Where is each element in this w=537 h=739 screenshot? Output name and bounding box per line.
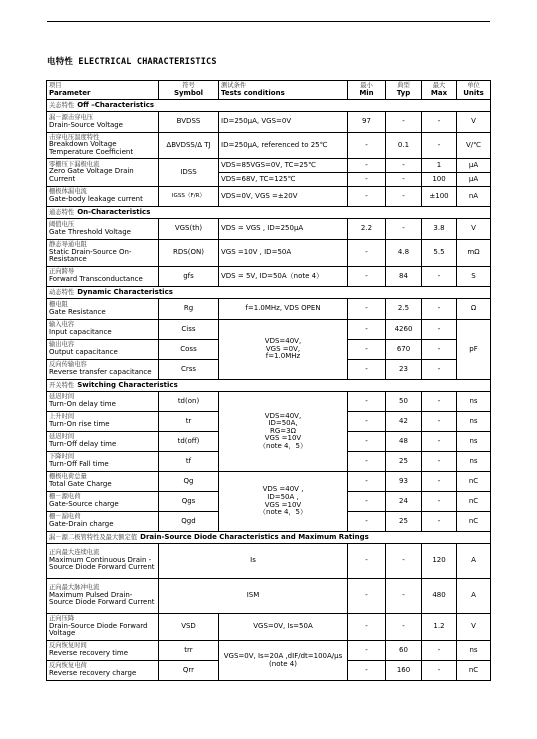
symbol-cell: Coss: [159, 340, 219, 360]
symbol-cell: tf: [159, 452, 219, 472]
section-row-switching: 开关特性 Switching Characteristics: [47, 380, 491, 392]
table-row: 栅极体漏电流 Gate-body leakage current IGSS（F/R） VDS=0V, VGS =±20V - - ±100 nA: [47, 187, 491, 207]
condition-cell: VDS=40V, VGS =0V, f=1.0MHz: [219, 320, 348, 380]
symbol-cell: ISM: [159, 579, 348, 614]
electrical-characteristics-table: [46, 80, 491, 681]
table-row: 栅－源电荷 Gate-Source charge Qgs - 24 - nC: [47, 492, 491, 512]
table-row: 延迟时间 Turn-Off delay time td(off) - 48 - ns: [47, 432, 491, 452]
table-row: 反向恢复电荷 Reverse recovery charge Qrr - 160 - nC: [47, 661, 491, 681]
condition-cell: VDS=40V, ID=50A, RG=3Ω VGS =10V （note 4，5）: [219, 392, 348, 472]
table-row: 输出电容 Output capacitance Coss - 670 -: [47, 340, 491, 360]
table-row: 上升时间 Turn-On rise time tr - 42 - ns: [47, 412, 491, 432]
symbol-cell: IDSS: [159, 159, 219, 187]
condition-cell: VGS=0V, Is=50A: [219, 614, 348, 641]
table-row: 正向最大脉冲电流 Maximum Pulsed Drain-Source Diode Forward Current ISM - - 480 A: [47, 579, 491, 614]
symbol-cell: Ciss: [159, 320, 219, 340]
symbol-cell: tr: [159, 412, 219, 432]
symbol-cell: td(off): [159, 432, 219, 452]
section-row-dynamic: 动态特性 Dynamic Characteristics: [47, 287, 491, 299]
symbol-cell: BVDSS: [159, 112, 219, 133]
condition-cell: VDS=85VGS=0V, TC=25℃: [219, 159, 348, 173]
section-row-off: 关态特性 Off –Characteristics: [47, 100, 491, 112]
header-tests-conditions: 测试条件 Tests conditions: [219, 81, 348, 100]
symbol-cell: Rg: [159, 299, 219, 320]
section-row-on: 通态特性 On-Characteristics: [47, 207, 491, 219]
table-row: 栅极电荷总量 Total Gate Charge Qg VDS =40V , ID=50A , VGS =10V （note 4，5） - 93 - nC: [47, 472, 491, 492]
table-row: 栅电阻 Gate Resistance Rg f=1.0MHz, VDS OPEN - 2.5 - Ω: [47, 299, 491, 320]
symbol-cell: IGSS（F/R）: [159, 187, 219, 207]
table-row: 反向传输电容 Reverse transfer capacitance Crss - 23 -: [47, 360, 491, 380]
symbol-cell: VGS(th): [159, 219, 219, 240]
header-min: 最小 Min: [348, 81, 386, 100]
symbol-cell: Qgd: [159, 512, 219, 532]
symbol-cell: Crss: [159, 360, 219, 380]
symbol-cell: RDS(ON): [159, 240, 219, 267]
header-typ: 典型 Typ: [386, 81, 422, 100]
symbol-cell: VSD: [159, 614, 219, 641]
table-header-row: [47, 81, 491, 100]
condition-cell: VGS =10V , ID=50A: [219, 240, 348, 267]
header-max: 最大 Max: [422, 81, 457, 100]
table-row: 静态导通电阻 Static Drain-Source On-Resistance RDS(ON) VGS =10V , ID=50A - 4.8 5.5 mΩ: [47, 240, 491, 267]
condition-cell: VGS=0V, Is=20A ,dIF/dt=100A/μs (note 4): [219, 641, 348, 681]
header-units: 单位 Units: [457, 81, 491, 100]
table-row: 正向最大连续电流 Maximum Continuous Drain -Source Diode Forward Current Is - - 120 A: [47, 544, 491, 579]
condition-cell: VDS = VGS , ID=250μA: [219, 219, 348, 240]
table-row: 正向跨导 Forward Transconductance gfs VDS = 5V, ID=50A（note 4） - 84 - S: [47, 267, 491, 287]
condition-cell: ID=250μA, VGS=0V: [219, 112, 348, 133]
section-title: 电特性 ELECTRICAL CHARACTERISTICS: [47, 57, 217, 67]
header-parameter: 项目 Parameter: [47, 81, 159, 100]
table-row: 阈值电压 Gate Threshold Voltage VGS(th) VDS = VGS , ID=250μA 2.2 - 3.8 V: [47, 219, 491, 240]
section-row-diode: 漏－源二极管特性及最大额定值 Drain-Source Diode Characteristics and Maximum Ratings: [47, 532, 491, 544]
symbol-cell: Qrr: [159, 661, 219, 681]
symbol-cell: ΔBVDSS/Δ TJ: [159, 133, 219, 159]
symbol-cell: td(on): [159, 392, 219, 412]
condition-cell: VDS = 5V, ID=50A（note 4）: [219, 267, 348, 287]
symbol-cell: Qg: [159, 472, 219, 492]
condition-cell: ID=250μA, referenced to 25℃: [219, 133, 348, 159]
condition-cell: VDS=0V, VGS =±20V: [219, 187, 348, 207]
symbol-cell: trr: [159, 641, 219, 661]
table-row: 下降时间 Turn-Off Fall time tf - 25 - ns: [47, 452, 491, 472]
symbol-cell: Qgs: [159, 492, 219, 512]
table-row: 栅－漏电荷 Gate-Drain charge Qgd - 25 - nC: [47, 512, 491, 532]
table-row: 零栅压下漏极电流 Zero Gate Voltage Drain Current IDSS VDS=85VGS=0V, TC=25℃ - - 1 μA: [47, 159, 491, 173]
condition-cell: VDS =40V , ID=50A , VGS =10V （note 4，5）: [219, 472, 348, 532]
table-row: 反向恢复时间 Reverse recovery time trr VGS=0V, Is=20A ,dIF/dt=100A/μs (note 4) - 60 - ns: [47, 641, 491, 661]
symbol-cell: gfs: [159, 267, 219, 287]
condition-cell: VDS=68V, TC=125℃: [219, 173, 348, 187]
table-row: 延迟时间 Turn-On delay time td(on) VDS=40V, ID=50A, RG=3Ω VGS =10V （note 4，5） - 50 - ns: [47, 392, 491, 412]
table-row: 正向压降 Drain-Source Diode Forward Voltage VSD VGS=0V, Is=50A - - 1.2 V: [47, 614, 491, 641]
symbol-cell: Is: [159, 544, 348, 579]
condition-cell: f=1.0MHz, VDS OPEN: [219, 299, 348, 320]
header-symbol: 符号 Symbol: [159, 81, 219, 100]
table-row: 输入电容 Input capacitance Ciss VDS=40V, VGS =0V, f=1.0MHz - 4260 - pF: [47, 320, 491, 340]
top-rule: [47, 21, 490, 22]
table-row: 击穿电压温度特性 Breakdown Voltage Temperature Coefficient ΔBVDSS/Δ TJ ID=250μA, referenced to 25℃ - 0.1 - V/℃: [47, 133, 491, 159]
table-row: VDS=68V, TC=125℃ - - 100 μA: [47, 173, 491, 187]
table-row: 漏－源击穿电压 Drain-Source Voltage BVDSS ID=250μA, VGS=0V 97 - - V: [47, 112, 491, 133]
